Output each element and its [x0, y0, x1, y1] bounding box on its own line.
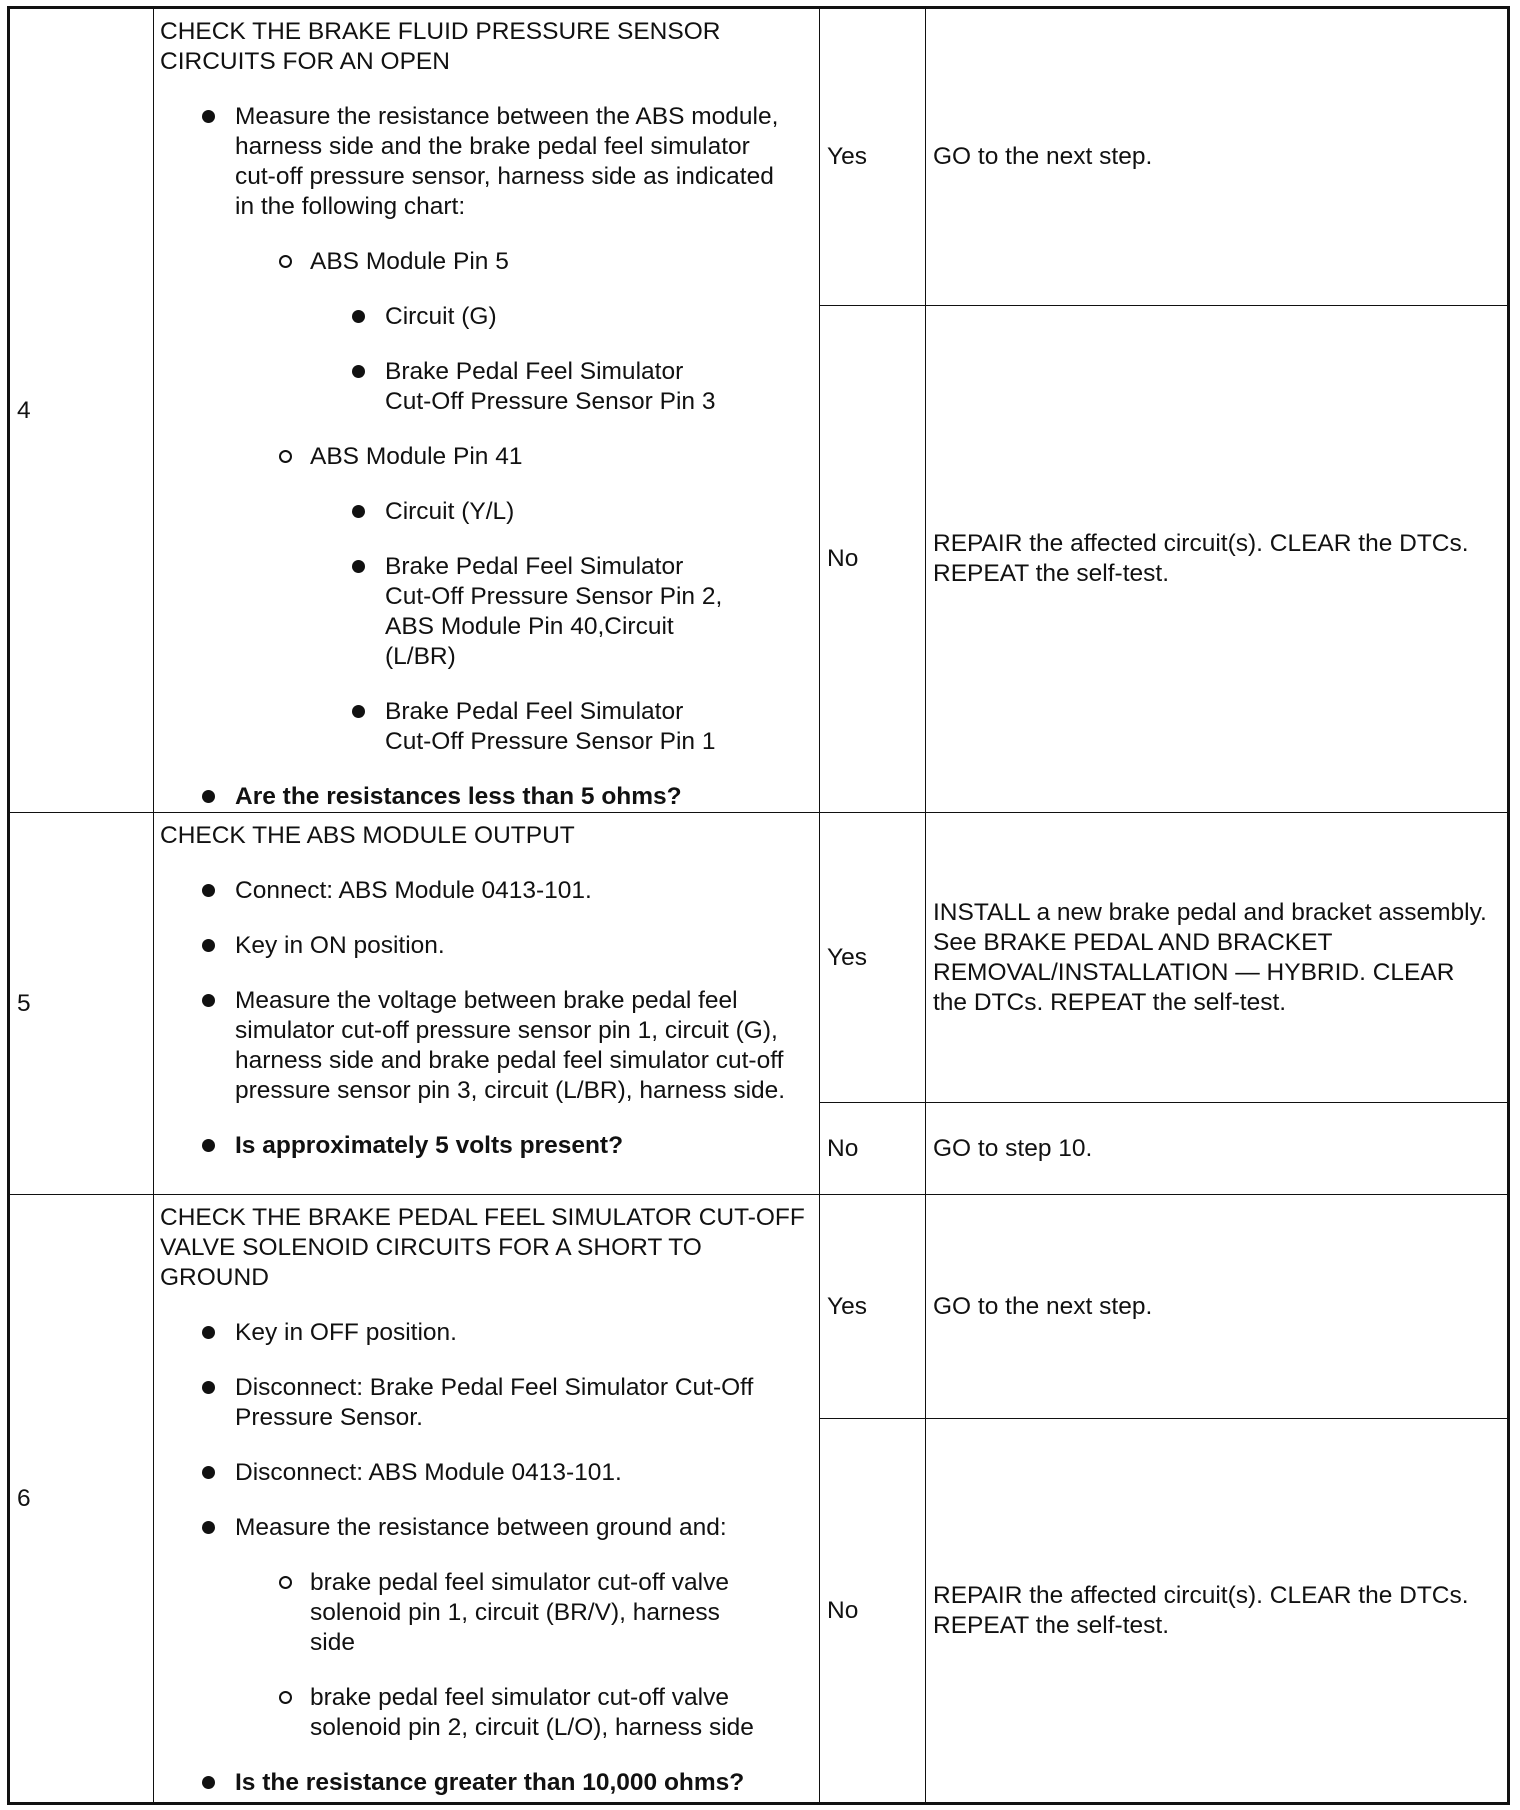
- yes-label-cell: [820, 813, 926, 1103]
- step-6-action-cell: [154, 1195, 820, 1804]
- step-5-number-cell: [9, 813, 154, 1195]
- step-bullet: [160, 876, 813, 906]
- yes-label: Yes: [827, 143, 867, 170]
- yes-result: GO to the next step.: [933, 1292, 1153, 1320]
- pin-detail-text: Brake Pedal Feel Simulator Cut-Off Pressure Sensor Pin 3: [385, 358, 716, 415]
- no-label: No: [827, 545, 859, 572]
- step-bullet-list: [160, 876, 813, 1161]
- step-bullet: [160, 1373, 813, 1433]
- question-text: Is approximately 5 volts present?: [235, 1132, 624, 1159]
- sub-item: [235, 1568, 813, 1658]
- step-4-yes-row: [9, 8, 1509, 306]
- no-label: No: [827, 1596, 859, 1624]
- step-heading: CHECK THE BRAKE PEDAL FEEL SIMULATOR CUT-OFF VALVE SOLENOID CIRCUITS FOR A SHORT TO GROUND: [160, 1204, 805, 1291]
- yes-label: Yes: [827, 1292, 867, 1320]
- step-6-yes-row: [9, 1195, 1509, 1419]
- yes-label-cell: [820, 1195, 926, 1419]
- bullet-text: Measure the resistance between the ABS module, harness side and the brake pedal feel simulator cut-off pressure sensor, harness side as indicated in the following chart:: [235, 103, 779, 220]
- step-number: 6: [17, 1484, 31, 1512]
- pin-detail-text: Brake Pedal Feel Simulator Cut-Off Pressure Sensor Pin 2, ABS Module Pin 40,Circuit (L/BR): [385, 553, 723, 670]
- question-text: Is the resistance greater than 10,000 ohms?: [235, 1769, 745, 1796]
- no-result: REPAIR the affected circuit(s). CLEAR the DTCs. REPEAT the self-test.: [933, 1581, 1469, 1639]
- no-result-cell: [926, 306, 1509, 813]
- pin-label: ABS Module Pin 5: [310, 248, 509, 275]
- step-5-action-cell: [154, 813, 820, 1195]
- yes-label: Yes: [827, 943, 867, 971]
- yes-result: INSTALL a new brake pedal and bracket assembly. See BRAKE PEDAL AND BRACKET REMOVAL/INSTALLATION — HYBRID. CLEAR the DTCs. REPEAT the self-test.: [933, 898, 1487, 1016]
- bullet-text: Measure the resistance between ground and:: [235, 1514, 727, 1541]
- no-result: REPAIR the affected circuit(s). CLEAR the DTCs. REPEAT the self-test.: [933, 530, 1469, 587]
- question-text: Are the resistances less than 5 ohms?: [235, 783, 682, 810]
- pin-detail: [310, 552, 813, 672]
- step-bullet: [160, 1458, 813, 1488]
- bullet-text: Measure the voltage between brake pedal feel simulator cut-off pressure sensor pin 1, circuit (G), harness side and brake pedal feel simulator cut-off pressure sensor pin 3, circuit (L/BR), harness side.: [235, 987, 786, 1104]
- pin-detail: [310, 697, 813, 757]
- step-question: [160, 782, 813, 812]
- yes-result: GO to the next step.: [933, 143, 1153, 170]
- sub-item: [235, 1683, 813, 1743]
- yes-label-cell: [820, 8, 926, 306]
- no-result: GO to step 10.: [933, 1134, 1093, 1162]
- no-label-cell: [820, 1419, 926, 1804]
- step-heading: CHECK THE ABS MODULE OUTPUT: [160, 822, 575, 849]
- step-bullet: [160, 931, 813, 961]
- sub-item-text: brake pedal feel simulator cut-off valve solenoid pin 2, circuit (L/O), harness side: [310, 1684, 754, 1741]
- diagnostic-table: [7, 6, 1510, 1805]
- pin-item: [235, 247, 813, 417]
- pin-detail-list: [310, 497, 813, 757]
- pin-item: [235, 442, 813, 757]
- step-heading: CHECK THE BRAKE FLUID PRESSURE SENSOR CIRCUITS FOR AN OPEN: [160, 18, 721, 75]
- sub-item-text: brake pedal feel simulator cut-off valve solenoid pin 1, circuit (BR/V), harness side: [310, 1569, 729, 1656]
- no-result-cell: [926, 1103, 1509, 1195]
- step-4-number-cell: [9, 8, 154, 813]
- step-5-yes-row: [9, 813, 1509, 1103]
- pin-detail-text: Circuit (Y/L): [385, 498, 515, 525]
- step-number: 4: [17, 396, 31, 424]
- bullet-text: Disconnect: Brake Pedal Feel Simulator Cut-Off Pressure Sensor.: [235, 1374, 754, 1431]
- step-question: [160, 1131, 813, 1161]
- yes-result-cell: [926, 813, 1509, 1103]
- bullet-text: Key in OFF position.: [235, 1319, 457, 1346]
- step-bullet: [160, 986, 813, 1106]
- step-question: [160, 1768, 813, 1798]
- yes-result-cell: [926, 1195, 1509, 1419]
- no-label-cell: [820, 306, 926, 813]
- bullet-text: Key in ON position.: [235, 932, 445, 959]
- pin-detail: [310, 497, 813, 527]
- step-bullet: [160, 102, 813, 757]
- bullet-text: Disconnect: ABS Module 0413-101.: [235, 1459, 622, 1486]
- bullet-text: Connect: ABS Module 0413-101.: [235, 877, 592, 904]
- pin-detail-text: Circuit (G): [385, 303, 497, 330]
- pin-detail: [310, 357, 813, 417]
- step-bullet: [160, 1318, 813, 1348]
- pin-list: [235, 247, 813, 757]
- pin-detail: [310, 302, 813, 332]
- step-bullet-list: [160, 102, 813, 812]
- step-number: 5: [17, 989, 31, 1017]
- step-bullet: [160, 1513, 813, 1743]
- pin-detail-list: [310, 302, 813, 417]
- step-6-number-cell: [9, 1195, 154, 1804]
- step-bullet-list: [160, 1318, 813, 1798]
- no-label-cell: [820, 1103, 926, 1195]
- pin-detail-text: Brake Pedal Feel Simulator Cut-Off Pressure Sensor Pin 1: [385, 698, 716, 755]
- yes-result-cell: [926, 8, 1509, 306]
- step-4-action-cell: [154, 8, 820, 813]
- no-label: No: [827, 1134, 859, 1162]
- sub-list: [235, 1568, 813, 1743]
- pin-label: ABS Module Pin 41: [310, 443, 523, 470]
- no-result-cell: [926, 1419, 1509, 1804]
